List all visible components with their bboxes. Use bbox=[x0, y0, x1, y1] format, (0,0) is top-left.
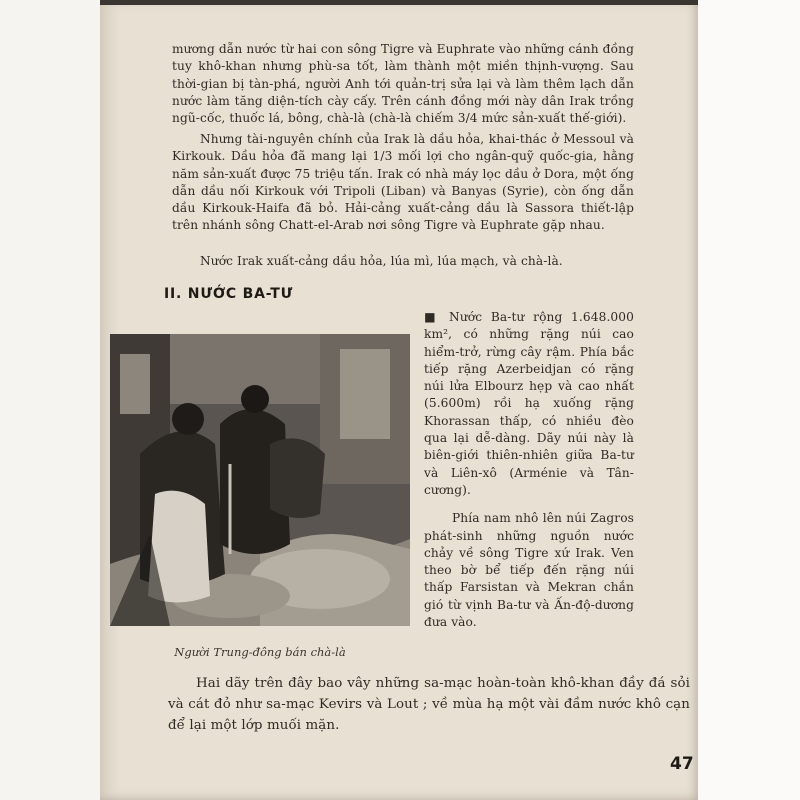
paragraph-irrigation: mương dẫn nước từ hai con sông Tigre và Euphrate vào những cánh đồng tuy khô-khan nhưng phù-sa tốt, làm thành một miền thịnh-vượng. Sau thời-gian bị tàn-phá, người Anh tới quản-trị sửa lại và làm thêm lạch dẫn nước làm tăng diện-tích cày cấy. Trên cánh đồng mới này dân Irak trồng ngũ-cốc, thuốc lá, bông, chà-là (chà-là chiếm 3/4 mức sản-xuất thế-giới). bbox=[172, 42, 634, 126]
market-photo bbox=[110, 334, 410, 626]
paragraph-persia-mountains: ■ Nước Ba-tư rộng 1.648.000 km², có những rặng núi cao hiểm-trở, rừng cây rậm. Phía bắc tiếp rặng Azerbeidjan có rặng núi lửa Elbourz hẹp và cao nhất (5.600m) rồi hạ xuống rặng Khorassan thấp, có nhiều đèo qua lại dễ-dàng. Dãy núi này là biên-giới thiên-nhiên giữa Ba-tư và Liên-xô (Arménie và Tân-cương). bbox=[424, 310, 634, 497]
right-column bbox=[424, 309, 634, 631]
paragraph-oil: Nhưng tài-nguyên chính của Irak là dầu hỏa, khai-thác ở Messoul và Kirkouk. Dầu hỏa đã mang lại 1/3 mối lợi cho ngân-quỹ quốc-gia, hằng năm sản-xuất được 75 triệu tấn. Irak có nhà máy lọc dầu ở Dora, một ống dẫn dầu nối Kirkouk với Tripoli (Liban) và Banyas (Syrie), còn ống dẫn dầu Kirkouk-Haifa đã bỏ. Hải-cảng xuất-cảng dầu là Sassora thiết-lập trên nhánh sông Chatt-el-Arab nơi sông Tigre và Euphrate gặp nhau. bbox=[172, 132, 634, 233]
section-heading: II. NƯỚC BA-TƯ bbox=[164, 286, 294, 302]
book-page bbox=[100, 0, 698, 800]
paragraph-exports: Nước Irak xuất-cảng dầu hỏa, lúa mì, lúa mạch, và chà-là. bbox=[200, 254, 563, 268]
photo-caption: Người Trung-đông bán chà-là bbox=[174, 645, 346, 659]
page-number: 47 bbox=[670, 754, 694, 774]
paragraph-persia-south: Phía nam nhô lên núi Zagros phát-sinh những nguồn nước chảy về sông Tigre xứ Irak. Ven theo bờ bể tiếp đến rặng núi thấp Farsistan và Mekran chắn gió từ vịnh Ba-tư và Ấn-độ-dương đưa vào. bbox=[424, 511, 634, 630]
background-right bbox=[690, 0, 800, 800]
background-left bbox=[0, 0, 100, 800]
paragraph-deserts: Hai dãy trên đây bao vây những sa-mạc hoàn-toàn khô-khan đầy đá sỏi và cát đỏ như sa-mạc Kevirs và Lout ; về mùa hạ một vài đầm nước khô cạn để lại một lớp muối mặn. bbox=[168, 676, 690, 733]
page-top-edge bbox=[100, 0, 698, 5]
